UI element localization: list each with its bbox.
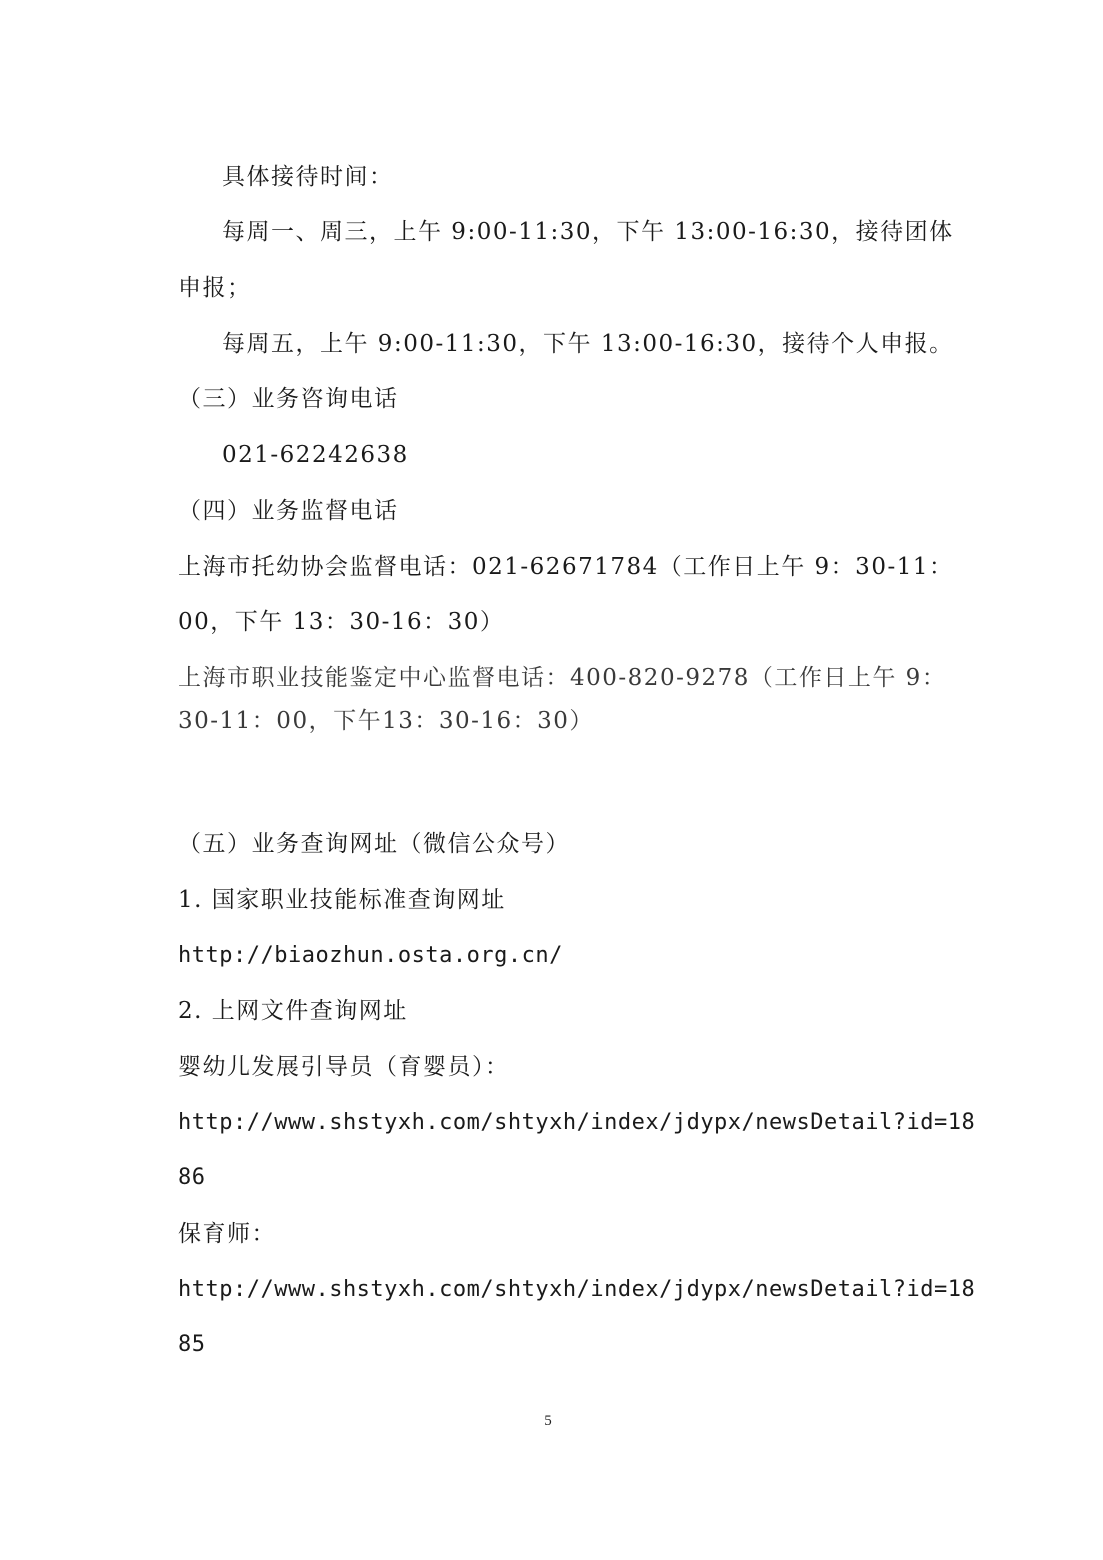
reception-group-line1: 每周一、周三，上午 9:00-11:30，下午 13:00-16:30，接待团体 bbox=[222, 219, 954, 245]
reception-individual: 每周五，上午 9:00-11:30，下午 13:00-16:30，接待个人申报。 bbox=[222, 331, 954, 357]
item1-title: 1. 国家职业技能标准查询网址 bbox=[178, 887, 506, 913]
infant-guide-url-line2[interactable]: 86 bbox=[178, 1165, 206, 1190]
reception-group-line2: 申报； bbox=[178, 275, 252, 301]
nurse-label: 保育师： bbox=[178, 1221, 276, 1247]
reception-label: 具体接待时间： bbox=[222, 164, 394, 190]
center-supervision-line2: 30-11：00，下午13：30-16：30） bbox=[178, 708, 594, 734]
infant-guide-label: 婴幼儿发展引导员（育婴员）： bbox=[178, 1054, 510, 1080]
section5-heading: （五）业务查询网址（微信公众号） bbox=[178, 831, 570, 857]
section3-heading: （三）业务咨询电话 bbox=[178, 386, 399, 412]
assoc-supervision-line2: 00，下午 13：30-16：30） bbox=[178, 609, 505, 635]
center-supervision-line1: 上海市职业技能鉴定中心监督电话：400-820-9278（工作日上午 9： bbox=[178, 665, 947, 691]
section4-heading: （四）业务监督电话 bbox=[178, 498, 399, 524]
nurse-url-line1[interactable]: http://www.shstyxh.com/shtyxh/index/jdypx/newsDetail?id=18 bbox=[178, 1277, 976, 1302]
page-number: 5 bbox=[544, 1413, 552, 1429]
item1-url[interactable]: http://biaozhun.osta.org.cn/ bbox=[178, 943, 563, 968]
assoc-supervision-line1: 上海市托幼协会监督电话：021-62671784（工作日上午 9：30-11： bbox=[178, 554, 954, 580]
infant-guide-url-line1[interactable]: http://www.shstyxh.com/shtyxh/index/jdypx/newsDetail?id=18 bbox=[178, 1110, 976, 1135]
section3-phone: 021-62242638 bbox=[222, 442, 409, 468]
item2-title: 2. 上网文件查询网址 bbox=[178, 998, 408, 1024]
nurse-url-line2[interactable]: 85 bbox=[178, 1332, 206, 1357]
